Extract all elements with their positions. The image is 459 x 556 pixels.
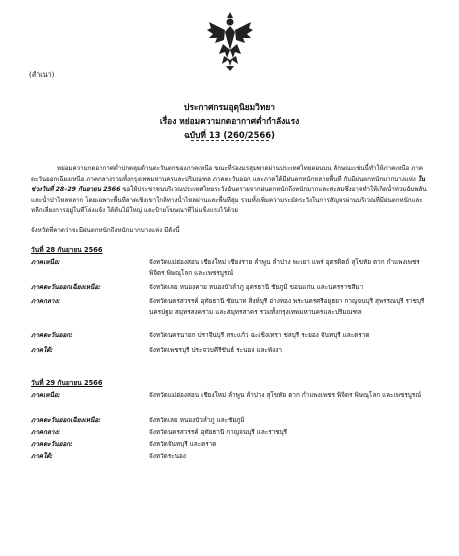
region-row — [31, 415, 431, 426]
region-row — [31, 257, 431, 278]
region-name: ภาคกลาง: — [31, 297, 61, 305]
province-list: จังหวัดนครนายก ปราจีนบุรี สระแก้ว ฉะเชิงเทรา ชลบุรี ระยอง จันทบุรี และตราด — [149, 331, 370, 339]
region-row — [31, 390, 431, 401]
region-row — [31, 296, 431, 317]
announcement-subject: เรื่อง หย่อมความกดอากาศต่ำกำลังแรง — [159, 116, 300, 126]
region-name: ภาคเหนือ: — [31, 391, 61, 399]
region-name: ภาคตะวันออกเฉียงเหนือ: — [31, 283, 101, 291]
region-name: ภาคตะวันออก: — [31, 331, 73, 339]
region-name: ภาคตะวันออก: — [31, 440, 73, 448]
body-paragraph — [31, 164, 431, 217]
region-name: ภาคกลาง: — [31, 428, 61, 436]
region-name: ภาคเหนือ: — [31, 258, 61, 266]
province-list: จังหวัดแม่ฮ่องสอน เชียงใหม่ เชียงราย ลำพูน ลำปาง พะเยา แพร่ อุตรดิตถ์ สุโขทัย ตาก กำแพงเพชร พิจิตร พิษณุโลก และเพชรบูรณ์ — [149, 258, 420, 277]
region-name: ภาคตะวันออกเฉียงเหนือ: — [31, 416, 101, 424]
body-text-part1: หย่อมความกดอากาศต่ำปกคลุมด้านตะวันตกของภาคเหนือ ขณะที่ร่องมรสุมพาดผ่านประเทศไทยตอนบน ลักษณะเช่นนี้ทำให้ภาคเหนือ ภาคตะวันออกเฉียงเหนือ ภาคกลางรวมทั้งกรุงเทพมหานครและปริมณฑล ภาคตะวันออก และภาคใต้มีฝนตกหนักหลายพื้นที่ กับมีฝนตกหนักมากบางแห่ง — [31, 165, 424, 183]
region-name: ภาคใต้: — [31, 452, 53, 460]
region-row — [31, 282, 431, 293]
province-list: จังหวัดระนอง — [149, 452, 187, 460]
region-row — [31, 427, 431, 438]
province-list: จังหวัดแม่ฮ่องสอน เชียงใหม่ ลำพูน ลำปาง สุโขทัย ตาก กำแพงเพชร พิจิตร พิษณุโลก และเพชรบูรณ์ — [149, 391, 422, 399]
region-name: ภาคใต้: — [31, 346, 53, 354]
title-divider — [191, 140, 269, 141]
date-highlight: ในช่วงวันที่ 28–29 กันยายน 2566 — [31, 175, 426, 194]
region-row — [31, 451, 431, 462]
day-heading: วันที่ 29 กันยายน 2566 — [31, 379, 103, 387]
province-list: จังหวัดจันทบุรี และตราด — [149, 440, 217, 448]
province-list: จังหวัดนครสวรรค์ อุทัยธานี กาญจนบุรี และราชบุรี — [149, 428, 288, 436]
body-text-part2: ขอให้ประชาชนบริเวณประเทศไทยระวังอันตรายจากฝนตกหนักถึงหนักมากและสะสมซึ่งอาจทำให้เกิดน้ำท่วมฉับพลันและน้ำป่าไหลหลาก โดยเฉพาะพื้นที่ลาดเชิงเขาใกล้ทางน้ำไหลผ่านและพื้นที่ลุ่ม รวมทั้งเพิ่มความระมัดระวังในการสัญจรผ่านบริเวณที่มีฝนตกหนักและหลีกเลี่ยงการอยู่ในที่โล่งแจ้ง ใต้ต้นไม้ใหญ่ และป้ายโฆษณาที่ไม่แข็งแรงไว้ด้วย — [31, 186, 427, 215]
announcement-number: ฉบับที่ 13 (260/2566) — [184, 130, 275, 140]
province-list: จังหวัดเพชรบุรี ประจวบคีรีขันธ์ ระนอง และพังงา — [149, 346, 282, 354]
province-list-intro: จังหวัดที่คาดว่าจะมีฝนตกหนักถึงหนักมากบางแห่ง มีดังนี้ — [31, 227, 180, 234]
region-row — [31, 330, 431, 341]
garuda-emblem-icon — [205, 10, 255, 72]
department-title: ประกาศกรมอุตุนิยมวิทยา — [184, 102, 275, 112]
province-list: จังหวัดนครสวรรค์ อุทัยธานี ชัยนาท สิงห์บุรี อ่างทอง พระนครศรีอยุธยา กาญจนบุรี สุพรรณบุรี ราชบุรี นครปฐม สมุทรสงคราม และสมุทรสาคร รวมทั้งกรุงเทพมหานครและปริมณฑล — [149, 297, 425, 316]
region-row — [31, 439, 431, 450]
day-heading: วันที่ 28 กันยายน 2566 — [31, 246, 103, 254]
province-list: จังหวัดเลย หนองคาย หนองบัวลำภู อุดรธานี ชัยภูมิ ขอนแก่น และนครราชสีมา — [149, 283, 364, 291]
region-row — [31, 345, 431, 356]
province-list: จังหวัดเลย หนองบัวลำภู และชัยภูมิ — [149, 416, 245, 424]
copy-label: (สำเนา) — [29, 70, 55, 79]
